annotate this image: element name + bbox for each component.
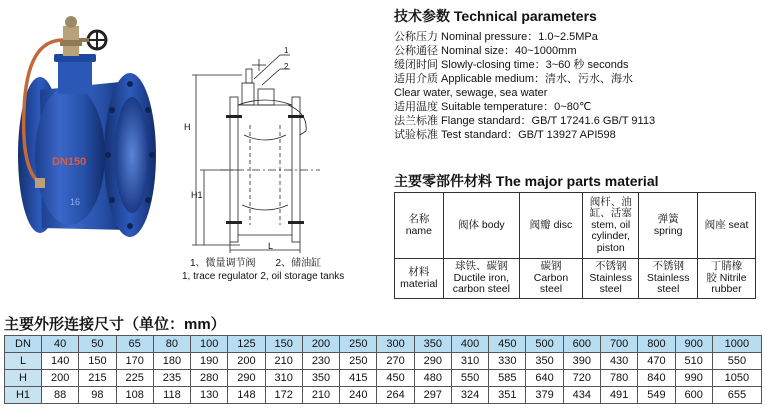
dimensions-cell: 330 [489, 353, 526, 370]
callout-2: 2 [284, 62, 289, 71]
dimensions-cell: 500 [526, 336, 563, 353]
dimensions-cell: 470 [638, 353, 675, 370]
parts-cell-stem: 不锈钢 Stainless steel [582, 259, 639, 299]
dimensions-cell: 250 [340, 336, 377, 353]
dimensions-cell: 240 [340, 387, 377, 404]
dimensions-cell: 118 [153, 387, 190, 404]
dimensions-cell: 351 [489, 387, 526, 404]
dimensions-cell: 450 [489, 336, 526, 353]
callout-1: 1 [284, 46, 289, 55]
dimensions-cell: 264 [377, 387, 414, 404]
dimensions-row-label: DN [5, 336, 42, 353]
dimensions-cell: 480 [414, 370, 451, 387]
parts-cell-material: 材料 material [395, 259, 444, 299]
dimensions-row-dn [5, 336, 762, 353]
dimensions-cell: 350 [414, 336, 451, 353]
technical-drawing [180, 35, 380, 260]
dimensions-cell: 215 [79, 370, 116, 387]
dimensions-cell: 900 [675, 336, 712, 353]
param-nominal-size: 公称通径 Nominal size：40~1000mm [394, 45, 577, 57]
dimensions-cell: 98 [79, 387, 116, 404]
dimensions-cell: 200 [228, 353, 265, 370]
dimensions-cell: 550 [712, 353, 761, 370]
parts-header-seat: 阀座 seat [697, 193, 755, 259]
valve-photo [0, 0, 180, 250]
dimensions-cell: 190 [191, 353, 228, 370]
dimensions-table [4, 335, 762, 404]
drawing-caption-en: 1, trace regulator 2, oil storage tanks [182, 271, 345, 282]
dim-h1-label: H1 [191, 190, 203, 200]
dimensions-cell: 108 [116, 387, 153, 404]
dimensions-cell: 280 [191, 370, 228, 387]
dimensions-cell: 600 [675, 387, 712, 404]
dimensions-cell: 50 [79, 336, 116, 353]
dimensions-row-l [5, 353, 762, 370]
parts-cell-body: 球铁、碳钢 Ductile iron, carbon steel [443, 259, 519, 299]
parts-title: 主要零部件材料 The major parts material [394, 173, 659, 189]
dimensions-cell: 172 [265, 387, 302, 404]
parts-header-name: 名称 name [395, 193, 444, 259]
dimensions-cell: 350 [302, 370, 339, 387]
svg-text:16: 16 [70, 197, 81, 207]
dimensions-cell: 210 [302, 387, 339, 404]
param-medium-en: Clear water, sewage, sea water [394, 87, 548, 99]
parts-cell-disc: 碳钢 Carbon steel [519, 259, 582, 299]
dimensions-cell: 225 [116, 370, 153, 387]
dimensions-row-label: H [5, 370, 42, 387]
dimensions-cell: 400 [451, 336, 488, 353]
dimensions-row-label: H1 [5, 387, 42, 404]
tech-params-list [394, 30, 655, 142]
dimensions-cell: 80 [153, 336, 190, 353]
drawing-caption-cn: 1、微量调节阀 2、储油缸 [190, 258, 322, 269]
param-temperature: 适用温度 Suitable temperature：0~80℃ [394, 101, 592, 113]
dimensions-cell: 88 [42, 387, 79, 404]
dimensions-cell: 780 [600, 370, 637, 387]
dimensions-cell: 300 [377, 336, 414, 353]
dimensions-cell: 125 [228, 336, 265, 353]
dimensions-cell: 550 [451, 370, 488, 387]
dimensions-cell: 270 [377, 353, 414, 370]
dimensions-cell: 297 [414, 387, 451, 404]
param-closing-time: 缓闭时间 Slowly-closing time：3~60 秒 seconds [394, 59, 629, 71]
dimensions-cell: 990 [675, 370, 712, 387]
dimensions-cell: 230 [302, 353, 339, 370]
dim-l-label: L [268, 241, 274, 251]
dimensions-cell: 800 [638, 336, 675, 353]
tech-params-title: 技术参数 Technical parameters [394, 8, 597, 24]
dimensions-cell: 655 [712, 387, 761, 404]
dimensions-cell: 600 [563, 336, 600, 353]
dimensions-cell: 310 [265, 370, 302, 387]
parts-cell-spring: 不锈钢 Stainless steel [639, 259, 697, 299]
dim-h-label: H [184, 122, 191, 132]
dimensions-cell: 700 [600, 336, 637, 353]
dimensions-cell: 200 [302, 336, 339, 353]
param-test-standard: 试验标准 Test standard：GB/T 13927 API598 [394, 129, 616, 141]
param-nominal-pressure: 公称压力 Nominal pressure：1.0~2.5MPa [394, 31, 598, 43]
dimensions-cell: 430 [600, 353, 637, 370]
parts-header-stem: 阀杆、油 缸、活塞 stem, oil cylinder, piston [582, 193, 639, 259]
parts-header-spring: 弹簧 spring [639, 193, 697, 259]
dimensions-cell: 200 [42, 370, 79, 387]
dimensions-cell: 290 [228, 370, 265, 387]
dimensions-cell: 549 [638, 387, 675, 404]
dimensions-cell: 310 [451, 353, 488, 370]
dimensions-row-h [5, 370, 762, 387]
dimensions-cell: 1050 [712, 370, 761, 387]
dimensions-cell: 235 [153, 370, 190, 387]
dimensions-cell: 390 [563, 353, 600, 370]
dimensions-cell: 415 [340, 370, 377, 387]
dimensions-cell: 510 [675, 353, 712, 370]
dimensions-title: 主要外形连接尺寸（单位：mm） [4, 316, 226, 333]
dimensions-cell: 250 [340, 353, 377, 370]
dimensions-row-label: L [5, 353, 42, 370]
parts-table [394, 192, 756, 299]
param-flange-standard: 法兰标准 Flange standard：GB/T 17241.6 GB/T 9113 [394, 115, 656, 127]
dimensions-cell: 148 [228, 387, 265, 404]
dimensions-cell: 210 [265, 353, 302, 370]
dimensions-cell: 290 [414, 353, 451, 370]
parts-cell-seat: 丁腈橡 胶 Nitrile rubber [697, 259, 755, 299]
dimensions-cell: 170 [116, 353, 153, 370]
photo-label: DN150 [52, 156, 87, 168]
dimensions-cell: 585 [489, 370, 526, 387]
dimensions-cell: 840 [638, 370, 675, 387]
dimensions-cell: 379 [526, 387, 563, 404]
dimensions-cell: 150 [265, 336, 302, 353]
dimensions-cell: 491 [600, 387, 637, 404]
dimensions-cell: 350 [526, 353, 563, 370]
dimensions-row-h1 [5, 387, 762, 404]
dimensions-cell: 140 [42, 353, 79, 370]
parts-header-disc: 阀瓣 disc [519, 193, 582, 259]
dimensions-cell: 1000 [712, 336, 761, 353]
dimensions-cell: 720 [563, 370, 600, 387]
param-medium: 适用介质 Applicable medium：清水、污水、海水 [394, 73, 633, 85]
dimensions-cell: 100 [191, 336, 228, 353]
dimensions-cell: 180 [153, 353, 190, 370]
dimensions-cell: 40 [42, 336, 79, 353]
dimensions-cell: 150 [79, 353, 116, 370]
dimensions-cell: 640 [526, 370, 563, 387]
dimensions-cell: 324 [451, 387, 488, 404]
dimensions-cell: 434 [563, 387, 600, 404]
parts-header-row [395, 193, 756, 259]
dimensions-cell: 130 [191, 387, 228, 404]
parts-material-row [395, 259, 756, 299]
dimensions-cell: 65 [116, 336, 153, 353]
parts-header-body: 阀体 body [443, 193, 519, 259]
dimensions-cell: 450 [377, 370, 414, 387]
